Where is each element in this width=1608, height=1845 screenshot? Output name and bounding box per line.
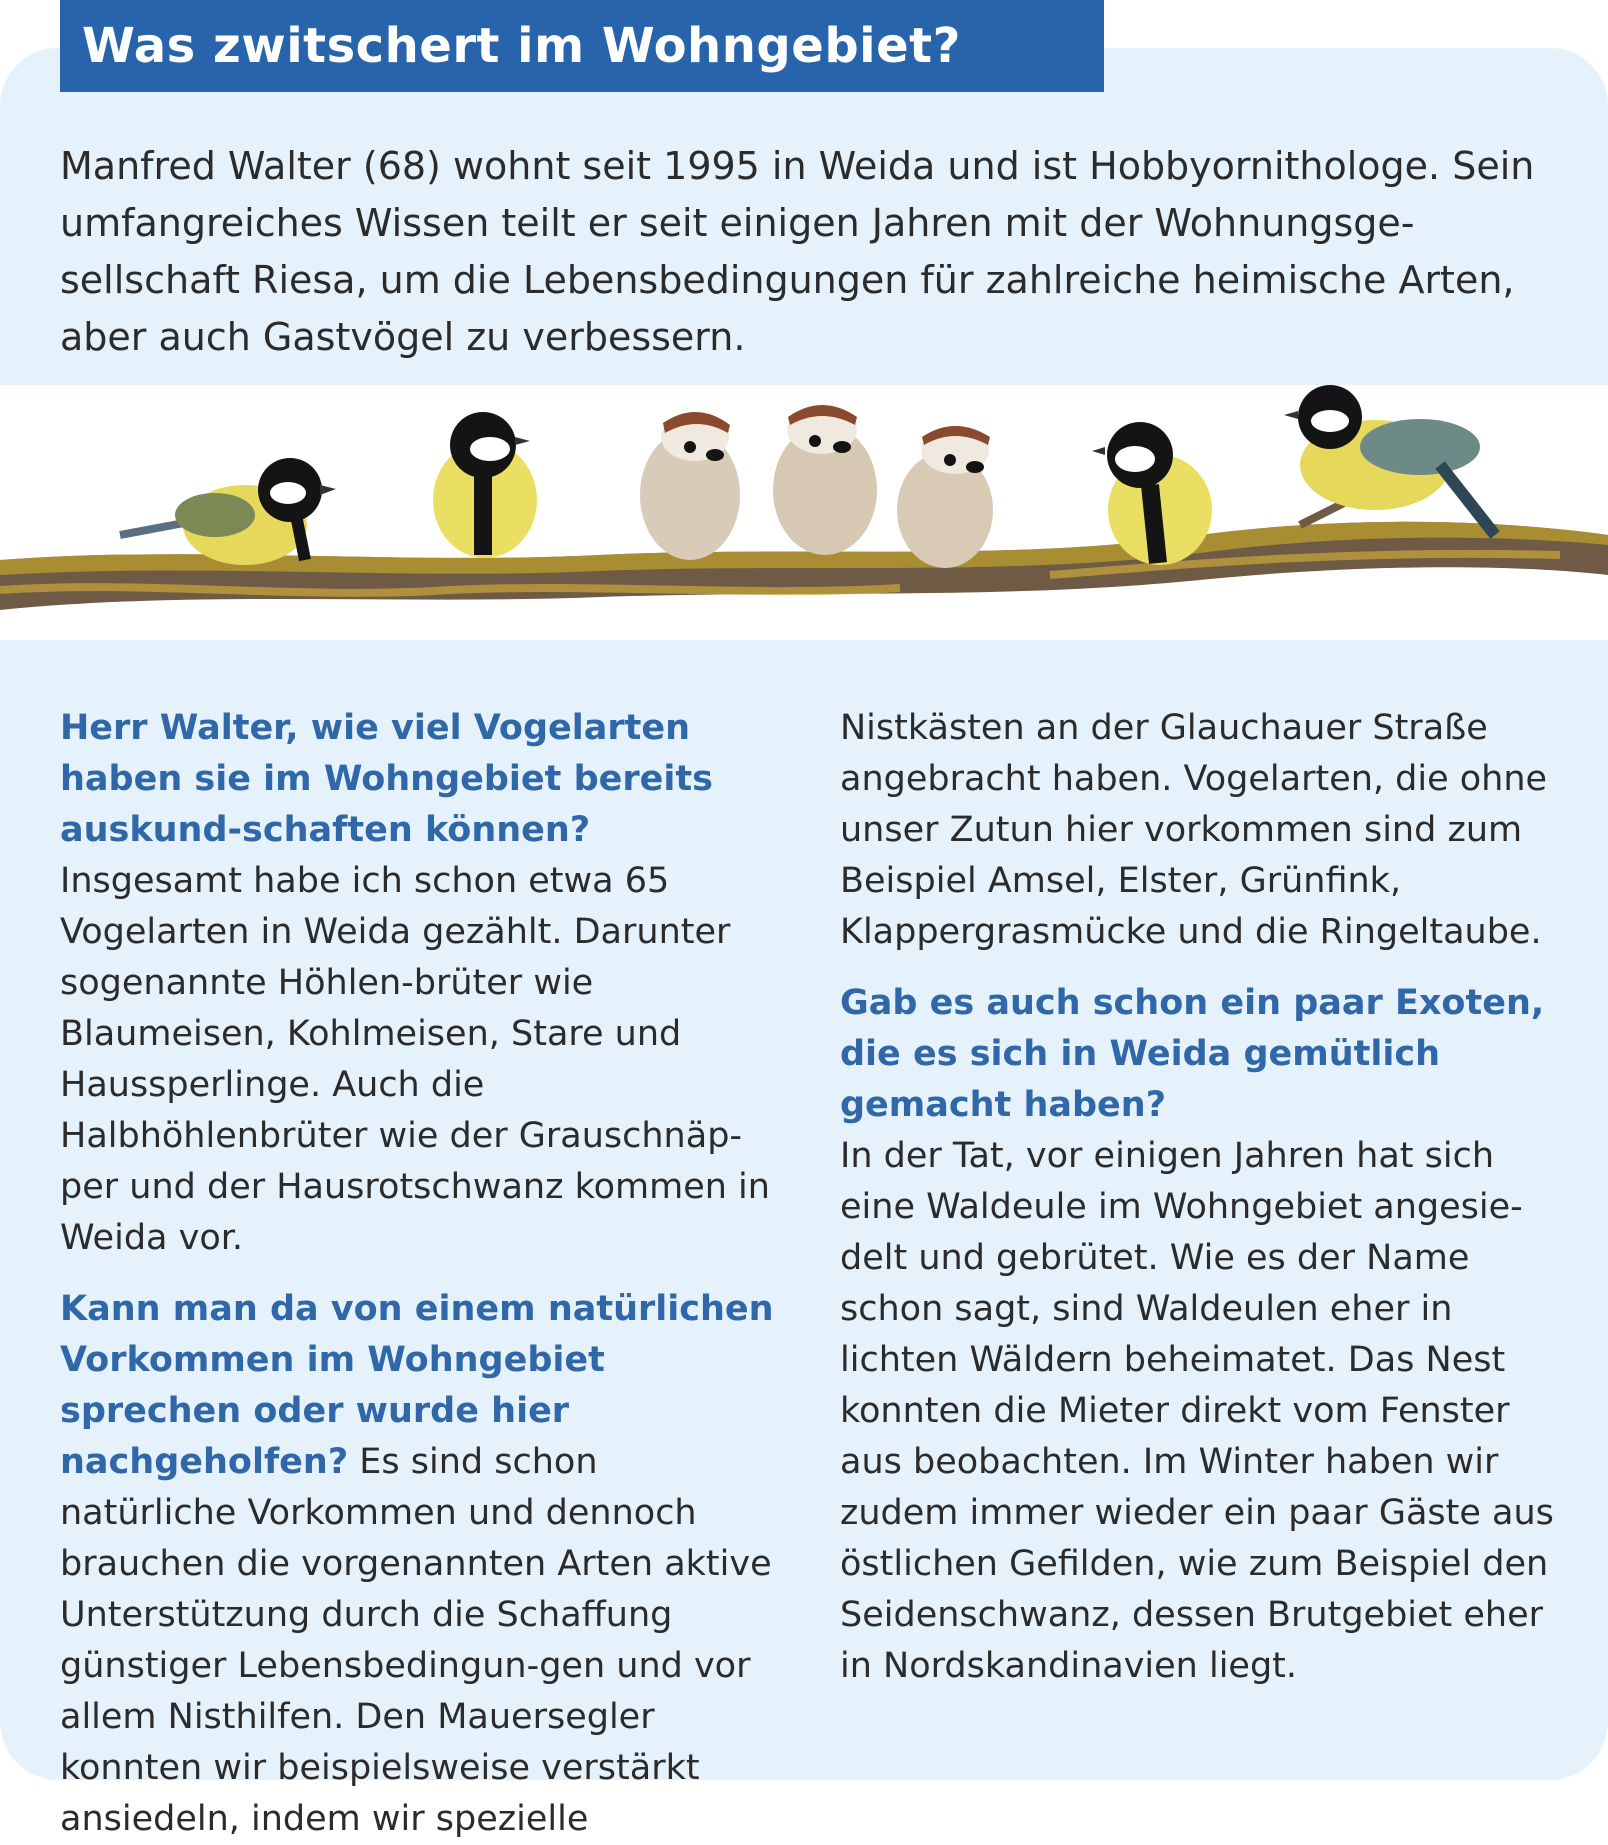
page-title: Was zwitschert im Wohngebiet? [60, 0, 1104, 92]
answer-1: Insgesamt habe ich schon etwa 65 Vogelarten in Weida gezählt. Darunter sogenannte Höhlen-brüter wie Blaumeisen, Kohlmeisen, Stare und Haussperlinge. Auch die Halbhöhlenbrüter wie der Grauschnäp-per und der Hausrotschwanz kommen in Weida vor. [60, 861, 770, 1258]
interview-column-right [840, 703, 1560, 1692]
interview-block-3 [840, 978, 1560, 1692]
intro-paragraph: Manfred Walter (68) wohnt seit 1995 in Weida und ist Hobbyornithologe. Sein umfangreiches Wissen teilt er seit einigen Jahren mit der Wohnungsge-sellschaft Riesa, um die Lebensbedingungen für zahlreiche heimische Arten, aber auch Gastvögel zu verbessern. [60, 144, 1535, 359]
question-1: Herr Walter, wie viel Vogelarten haben sie im Wohngebiet bereits auskund-schaften können? [60, 708, 713, 850]
interview-column-left [60, 703, 780, 1845]
interview-block-2 [60, 1284, 780, 1845]
answer-3: In der Tat, vor einigen Jahren hat sich eine Waldeule im Wohngebiet angesie-delt und gebrütet. Wie es der Name schon sagt, sind Waldeulen eher in lichten Wäldern beheimatet. Das Nest konnten die Mieter direkt vom Fenster aus beobachten. Im Winter haben wir zudem immer wieder ein paar Gäste aus östlichen Gefilden, wie zum Beispiel den Seidenschwanz, dessen Brutgebiet eher in Nordskandinavien liegt. [840, 1136, 1554, 1686]
question-2: Kann man da von einem natürlichen Vorkommen im Wohngebiet sprechen oder wurde hier nachgeholfen? [60, 1289, 774, 1482]
interview-block-1 [60, 703, 780, 1264]
answer-2-continued: Nistkästen an der Glauchauer Straße angebracht haben. Vogelarten, die ohne unser Zutun hier vorkommen sind zum Beispiel Amsel, Elster, Grünfink, Klappergrasmücke und die Ringeltaube. [840, 708, 1548, 952]
answer-2: Es sind schon natürliche Vorkommen und dennoch brauchen die vorgenannten Arten aktive Unterstützung durch die Schaffung günstiger Lebensbedingun-gen und vor allem Nisthilfen. Den Mauersegler konnten wir beispielsweise verstärkt ansiedeln, indem wir spezielle [60, 1442, 772, 1839]
question-3: Gab es auch schon ein paar Exoten, die es sich in Weida gemütlich gemacht haben? [840, 983, 1545, 1125]
birds-on-branch-image [0, 385, 1608, 640]
